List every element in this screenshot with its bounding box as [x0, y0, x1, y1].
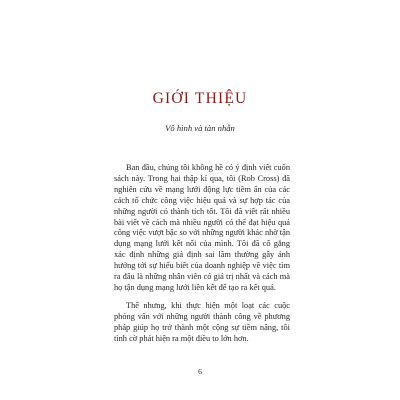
paragraph-2: Thế nhưng, khi thực hiện một loạt các cuộc phỏng vấn với những người thành công về phương pháp giúp họ trở thành một cộng sự tiềm năng, tôi tình cờ phát hiện ra một điều to lớn hơn.: [114, 300, 290, 343]
body-text: [114, 163, 290, 345]
paragraph-1: Ban đầu, chúng tôi không hề có ý định viết cuốn sách này. Trong hai thập kỉ qua, tôi (Rob Cross) đã nghiên cứu về mạng lưới động lực tiềm ẩn của các cách tổ chức công việc hiệu quả và sự hợp tác của những người có thành tích tốt. Tôi đã viết rất nhiều bài viết về cách mà nhiều người có thể đạt hiệu quả công việc vượt bậc so với những người khác nhờ tận dụng mạng lưới kết nối của mình. Tôi đã cố gắng xác định những giả định sai lầm thường gây ảnh hưởng tới sự hiểu biết của doanh nghiệp về việc tìm ra đâu là những nhân viên có giá trị nhất và cách mà họ tận dụng mạng lưới liên kết để tạo ra kết quả.: [114, 163, 290, 292]
page-number: 6: [198, 367, 202, 376]
chapter-title: GIỚI THIỆU: [152, 90, 248, 107]
chapter-subtitle: Vô hình và tàn nhẫn: [165, 123, 235, 133]
